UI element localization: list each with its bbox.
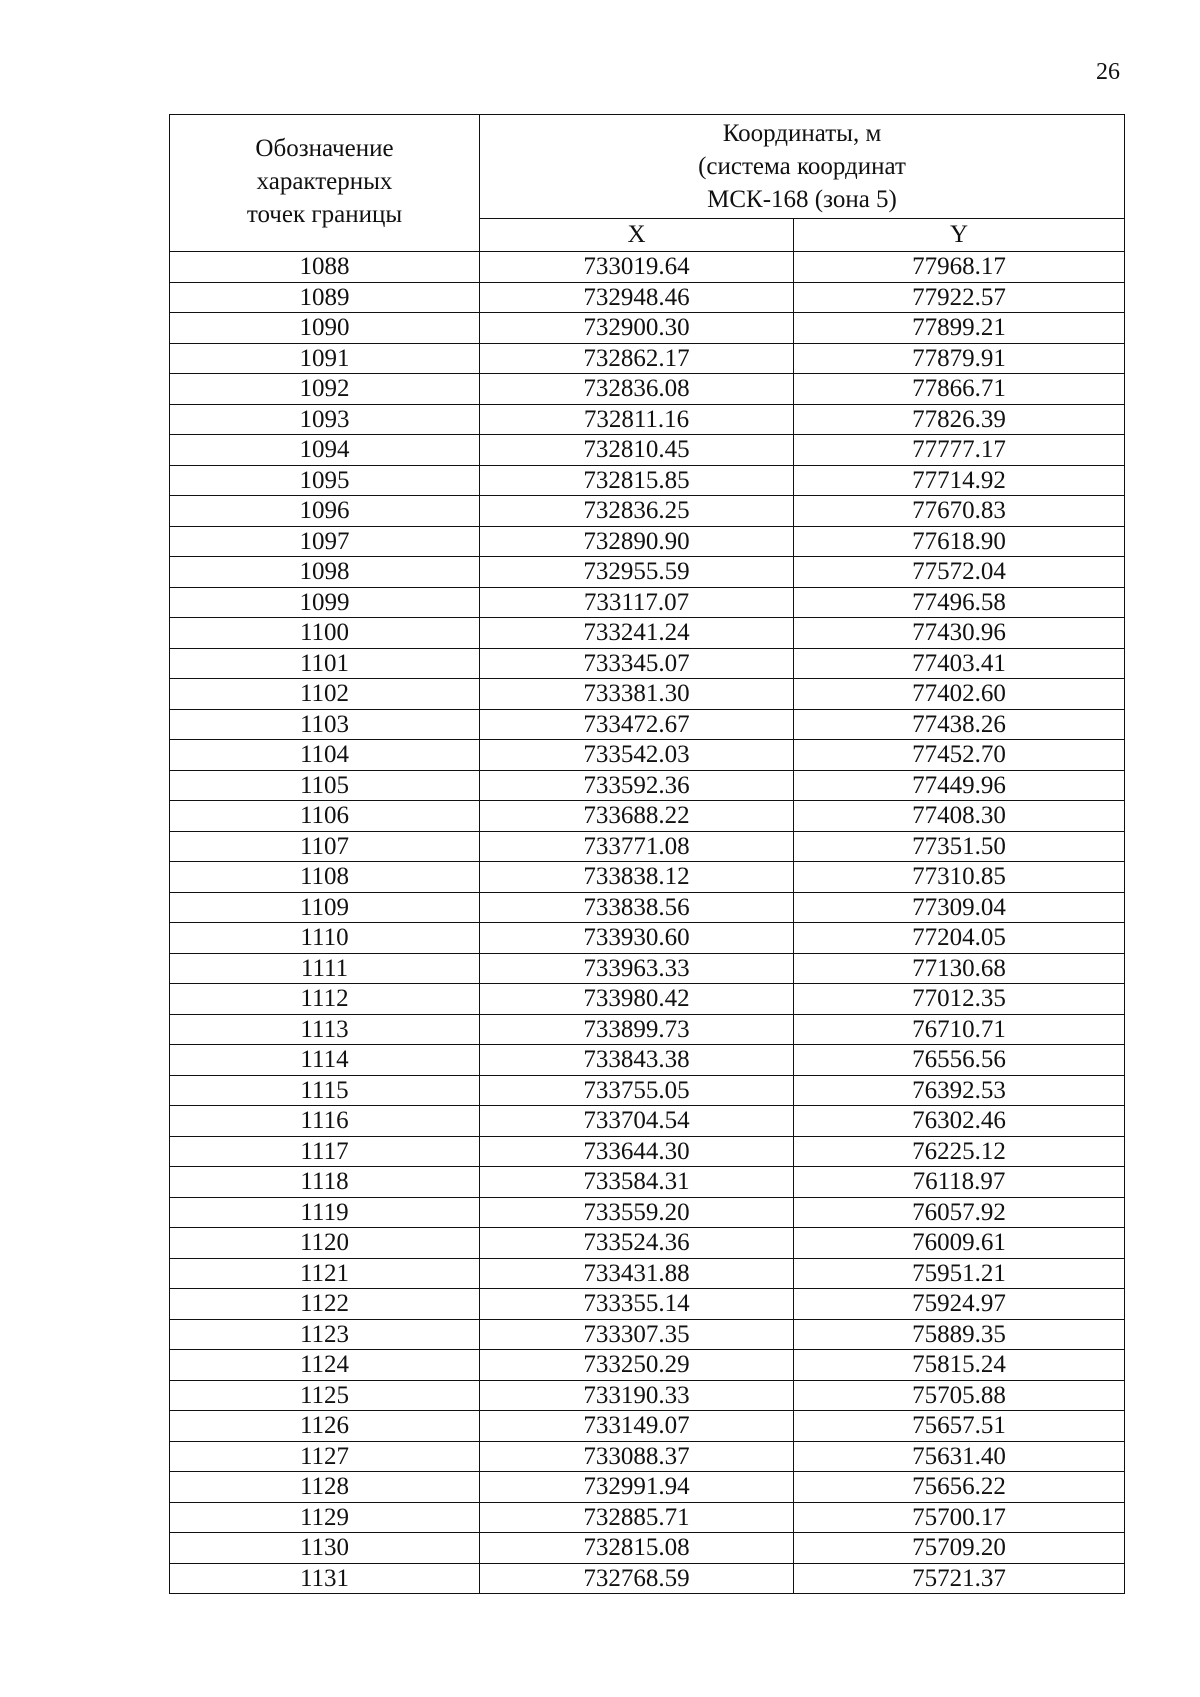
y-coordinate-cell: 77922.57 [794,282,1125,313]
y-coordinate-cell: 76710.71 [794,1014,1125,1045]
x-coordinate-cell: 733190.33 [480,1380,794,1411]
y-coordinate-cell: 77452.70 [794,740,1125,771]
x-coordinate-cell: 733980.42 [480,984,794,1015]
y-coordinate-cell: 76057.92 [794,1197,1125,1228]
point-cell: 1112 [170,984,480,1015]
point-cell: 1120 [170,1228,480,1259]
point-cell: 1109 [170,892,480,923]
table-row [170,984,1125,1015]
table-row [170,770,1125,801]
x-coordinate-cell: 733117.07 [480,587,794,618]
x-coordinate-cell: 733838.56 [480,892,794,923]
y-coordinate-cell: 77309.04 [794,892,1125,923]
y-coordinate-cell: 75721.37 [794,1563,1125,1594]
y-coordinate-cell: 76009.61 [794,1228,1125,1259]
table-row [170,1380,1125,1411]
table-row [170,282,1125,313]
x-coordinate-cell: 732815.85 [480,465,794,496]
table-row [170,862,1125,893]
y-column-header: Y [794,218,1125,252]
x-coordinate-cell: 733307.35 [480,1319,794,1350]
y-coordinate-cell: 75951.21 [794,1258,1125,1289]
table-row [170,1533,1125,1564]
x-coordinate-cell: 733524.36 [480,1228,794,1259]
point-cell: 1099 [170,587,480,618]
point-cell: 1104 [170,740,480,771]
y-coordinate-cell: 77310.85 [794,862,1125,893]
table-row [170,923,1125,954]
x-coordinate-cell: 732862.17 [480,343,794,374]
point-header-line-1: Обозначение [255,134,394,162]
point-cell: 1118 [170,1167,480,1198]
point-cell: 1101 [170,648,480,679]
x-coordinate-cell: 732836.08 [480,374,794,405]
point-cell: 1127 [170,1441,480,1472]
point-cell: 1113 [170,1014,480,1045]
x-coordinate-cell: 733584.31 [480,1167,794,1198]
x-coordinate-cell: 733345.07 [480,648,794,679]
x-coordinate-cell: 732948.46 [480,282,794,313]
x-coordinate-cell: 733542.03 [480,740,794,771]
x-coordinate-cell: 733559.20 [480,1197,794,1228]
point-cell: 1124 [170,1350,480,1381]
y-coordinate-cell: 77402.60 [794,679,1125,710]
y-coordinate-cell: 75815.24 [794,1350,1125,1381]
table-row [170,831,1125,862]
table-row [170,801,1125,832]
x-coordinate-cell: 733381.30 [480,679,794,710]
point-cell: 1106 [170,801,480,832]
x-coordinate-cell: 732890.90 [480,526,794,557]
table-row [170,1472,1125,1503]
table-row [170,465,1125,496]
point-cell: 1098 [170,557,480,588]
x-coordinate-cell: 733755.05 [480,1075,794,1106]
point-cell: 1107 [170,831,480,862]
x-column-header: X [480,218,794,252]
point-cell: 1102 [170,679,480,710]
table-row [170,404,1125,435]
y-coordinate-cell: 77826.39 [794,404,1125,435]
x-coordinate-cell: 733431.88 [480,1258,794,1289]
y-coordinate-cell: 77408.30 [794,801,1125,832]
y-coordinate-cell: 77899.21 [794,313,1125,344]
coordinates-table [169,114,1125,1594]
table-row [170,1228,1125,1259]
x-coordinate-cell: 733472.67 [480,709,794,740]
page-number: 26 [1096,59,1120,85]
x-coordinate-cell: 732955.59 [480,557,794,588]
table-row [170,374,1125,405]
table-row [170,435,1125,466]
y-coordinate-cell: 75700.17 [794,1502,1125,1533]
table-body [170,252,1125,1594]
y-coordinate-cell: 75631.40 [794,1441,1125,1472]
y-coordinate-cell: 76302.46 [794,1106,1125,1137]
y-coordinate-cell: 77777.17 [794,435,1125,466]
y-coordinate-cell: 77866.71 [794,374,1125,405]
table-row [170,679,1125,710]
y-coordinate-cell: 77449.96 [794,770,1125,801]
point-cell: 1121 [170,1258,480,1289]
point-cell: 1093 [170,404,480,435]
table-row [170,740,1125,771]
point-cell: 1105 [170,770,480,801]
x-coordinate-cell: 732811.16 [480,404,794,435]
table-row [170,1258,1125,1289]
table-row [170,648,1125,679]
point-cell: 1090 [170,313,480,344]
table-row [170,1411,1125,1442]
point-cell: 1096 [170,496,480,527]
table-row [170,1319,1125,1350]
y-coordinate-cell: 77438.26 [794,709,1125,740]
point-cell: 1097 [170,526,480,557]
point-cell: 1114 [170,1045,480,1076]
y-coordinate-cell: 77130.68 [794,953,1125,984]
table-row [170,709,1125,740]
point-designation-header [170,115,480,252]
x-coordinate-cell: 732810.45 [480,435,794,466]
x-coordinate-cell: 732991.94 [480,1472,794,1503]
point-cell: 1100 [170,618,480,649]
table-row [170,1350,1125,1381]
x-coordinate-cell: 732768.59 [480,1563,794,1594]
table-row [170,1502,1125,1533]
x-coordinate-cell: 733149.07 [480,1411,794,1442]
y-coordinate-cell: 76556.56 [794,1045,1125,1076]
x-coordinate-cell: 733644.30 [480,1136,794,1167]
y-coordinate-cell: 76392.53 [794,1075,1125,1106]
y-coordinate-cell: 77012.35 [794,984,1125,1015]
x-coordinate-cell: 733704.54 [480,1106,794,1137]
x-coordinate-cell: 733355.14 [480,1289,794,1320]
point-cell: 1130 [170,1533,480,1564]
x-coordinate-cell: 733963.33 [480,953,794,984]
point-header-line-2: характерных [256,167,393,195]
point-cell: 1092 [170,374,480,405]
x-coordinate-cell: 733088.37 [480,1441,794,1472]
y-coordinate-cell: 75657.51 [794,1411,1125,1442]
y-coordinate-cell: 77403.41 [794,648,1125,679]
table-row [170,1289,1125,1320]
x-coordinate-cell: 733930.60 [480,923,794,954]
x-coordinate-cell: 733843.38 [480,1045,794,1076]
point-cell: 1129 [170,1502,480,1533]
point-cell: 1088 [170,252,480,283]
point-cell: 1111 [170,953,480,984]
y-coordinate-cell: 75656.22 [794,1472,1125,1503]
point-cell: 1122 [170,1289,480,1320]
x-coordinate-cell: 732900.30 [480,313,794,344]
table-row [170,1075,1125,1106]
point-cell: 1125 [170,1380,480,1411]
x-coordinate-cell: 733019.64 [480,252,794,283]
point-cell: 1128 [170,1472,480,1503]
x-coordinate-cell: 733688.22 [480,801,794,832]
point-cell: 1119 [170,1197,480,1228]
table-row [170,1197,1125,1228]
x-coordinate-cell: 733899.73 [480,1014,794,1045]
y-coordinate-cell: 75924.97 [794,1289,1125,1320]
table-row [170,1106,1125,1137]
table-row [170,1563,1125,1594]
table-row [170,892,1125,923]
y-coordinate-cell: 76118.97 [794,1167,1125,1198]
y-coordinate-cell: 77496.58 [794,587,1125,618]
y-coordinate-cell: 77430.96 [794,618,1125,649]
table-row [170,1136,1125,1167]
coordinates-header: Координаты, м (система координат МСК-168 (зона 5) [480,115,1125,219]
x-coordinate-cell: 732836.25 [480,496,794,527]
x-coordinate-cell: 732885.71 [480,1502,794,1533]
table-row [170,496,1125,527]
y-coordinate-cell: 77351.50 [794,831,1125,862]
y-coordinate-cell: 77879.91 [794,343,1125,374]
y-coordinate-cell: 75709.20 [794,1533,1125,1564]
table-row [170,526,1125,557]
table-row [170,557,1125,588]
x-coordinate-cell: 733241.24 [480,618,794,649]
table-row [170,587,1125,618]
point-cell: 1126 [170,1411,480,1442]
table-row [170,343,1125,374]
table-row [170,618,1125,649]
point-cell: 1108 [170,862,480,893]
point-cell: 1094 [170,435,480,466]
point-header-line-3: точек границы [246,200,403,228]
y-coordinate-cell: 75705.88 [794,1380,1125,1411]
y-coordinate-cell: 75889.35 [794,1319,1125,1350]
y-coordinate-cell: 77618.90 [794,526,1125,557]
point-cell: 1103 [170,709,480,740]
y-coordinate-cell: 77968.17 [794,252,1125,283]
x-coordinate-cell: 732815.08 [480,1533,794,1564]
table-row [170,1167,1125,1198]
point-cell: 1110 [170,923,480,954]
y-coordinate-cell: 77670.83 [794,496,1125,527]
point-cell: 1117 [170,1136,480,1167]
table-row [170,1045,1125,1076]
point-cell: 1116 [170,1106,480,1137]
y-coordinate-cell: 76225.12 [794,1136,1125,1167]
table-row [170,252,1125,283]
x-coordinate-cell: 733771.08 [480,831,794,862]
point-cell: 1091 [170,343,480,374]
point-cell: 1115 [170,1075,480,1106]
y-coordinate-cell: 77572.04 [794,557,1125,588]
y-coordinate-cell: 77204.05 [794,923,1125,954]
table-row [170,1441,1125,1472]
table-header [170,115,1125,252]
x-coordinate-cell: 733592.36 [480,770,794,801]
point-cell: 1089 [170,282,480,313]
x-coordinate-cell: 733250.29 [480,1350,794,1381]
table-row [170,1014,1125,1045]
y-coordinate-cell: 77714.92 [794,465,1125,496]
x-coordinate-cell: 733838.12 [480,862,794,893]
table-row [170,313,1125,344]
point-cell: 1131 [170,1563,480,1594]
table-row [170,953,1125,984]
point-cell: 1095 [170,465,480,496]
point-cell: 1123 [170,1319,480,1350]
